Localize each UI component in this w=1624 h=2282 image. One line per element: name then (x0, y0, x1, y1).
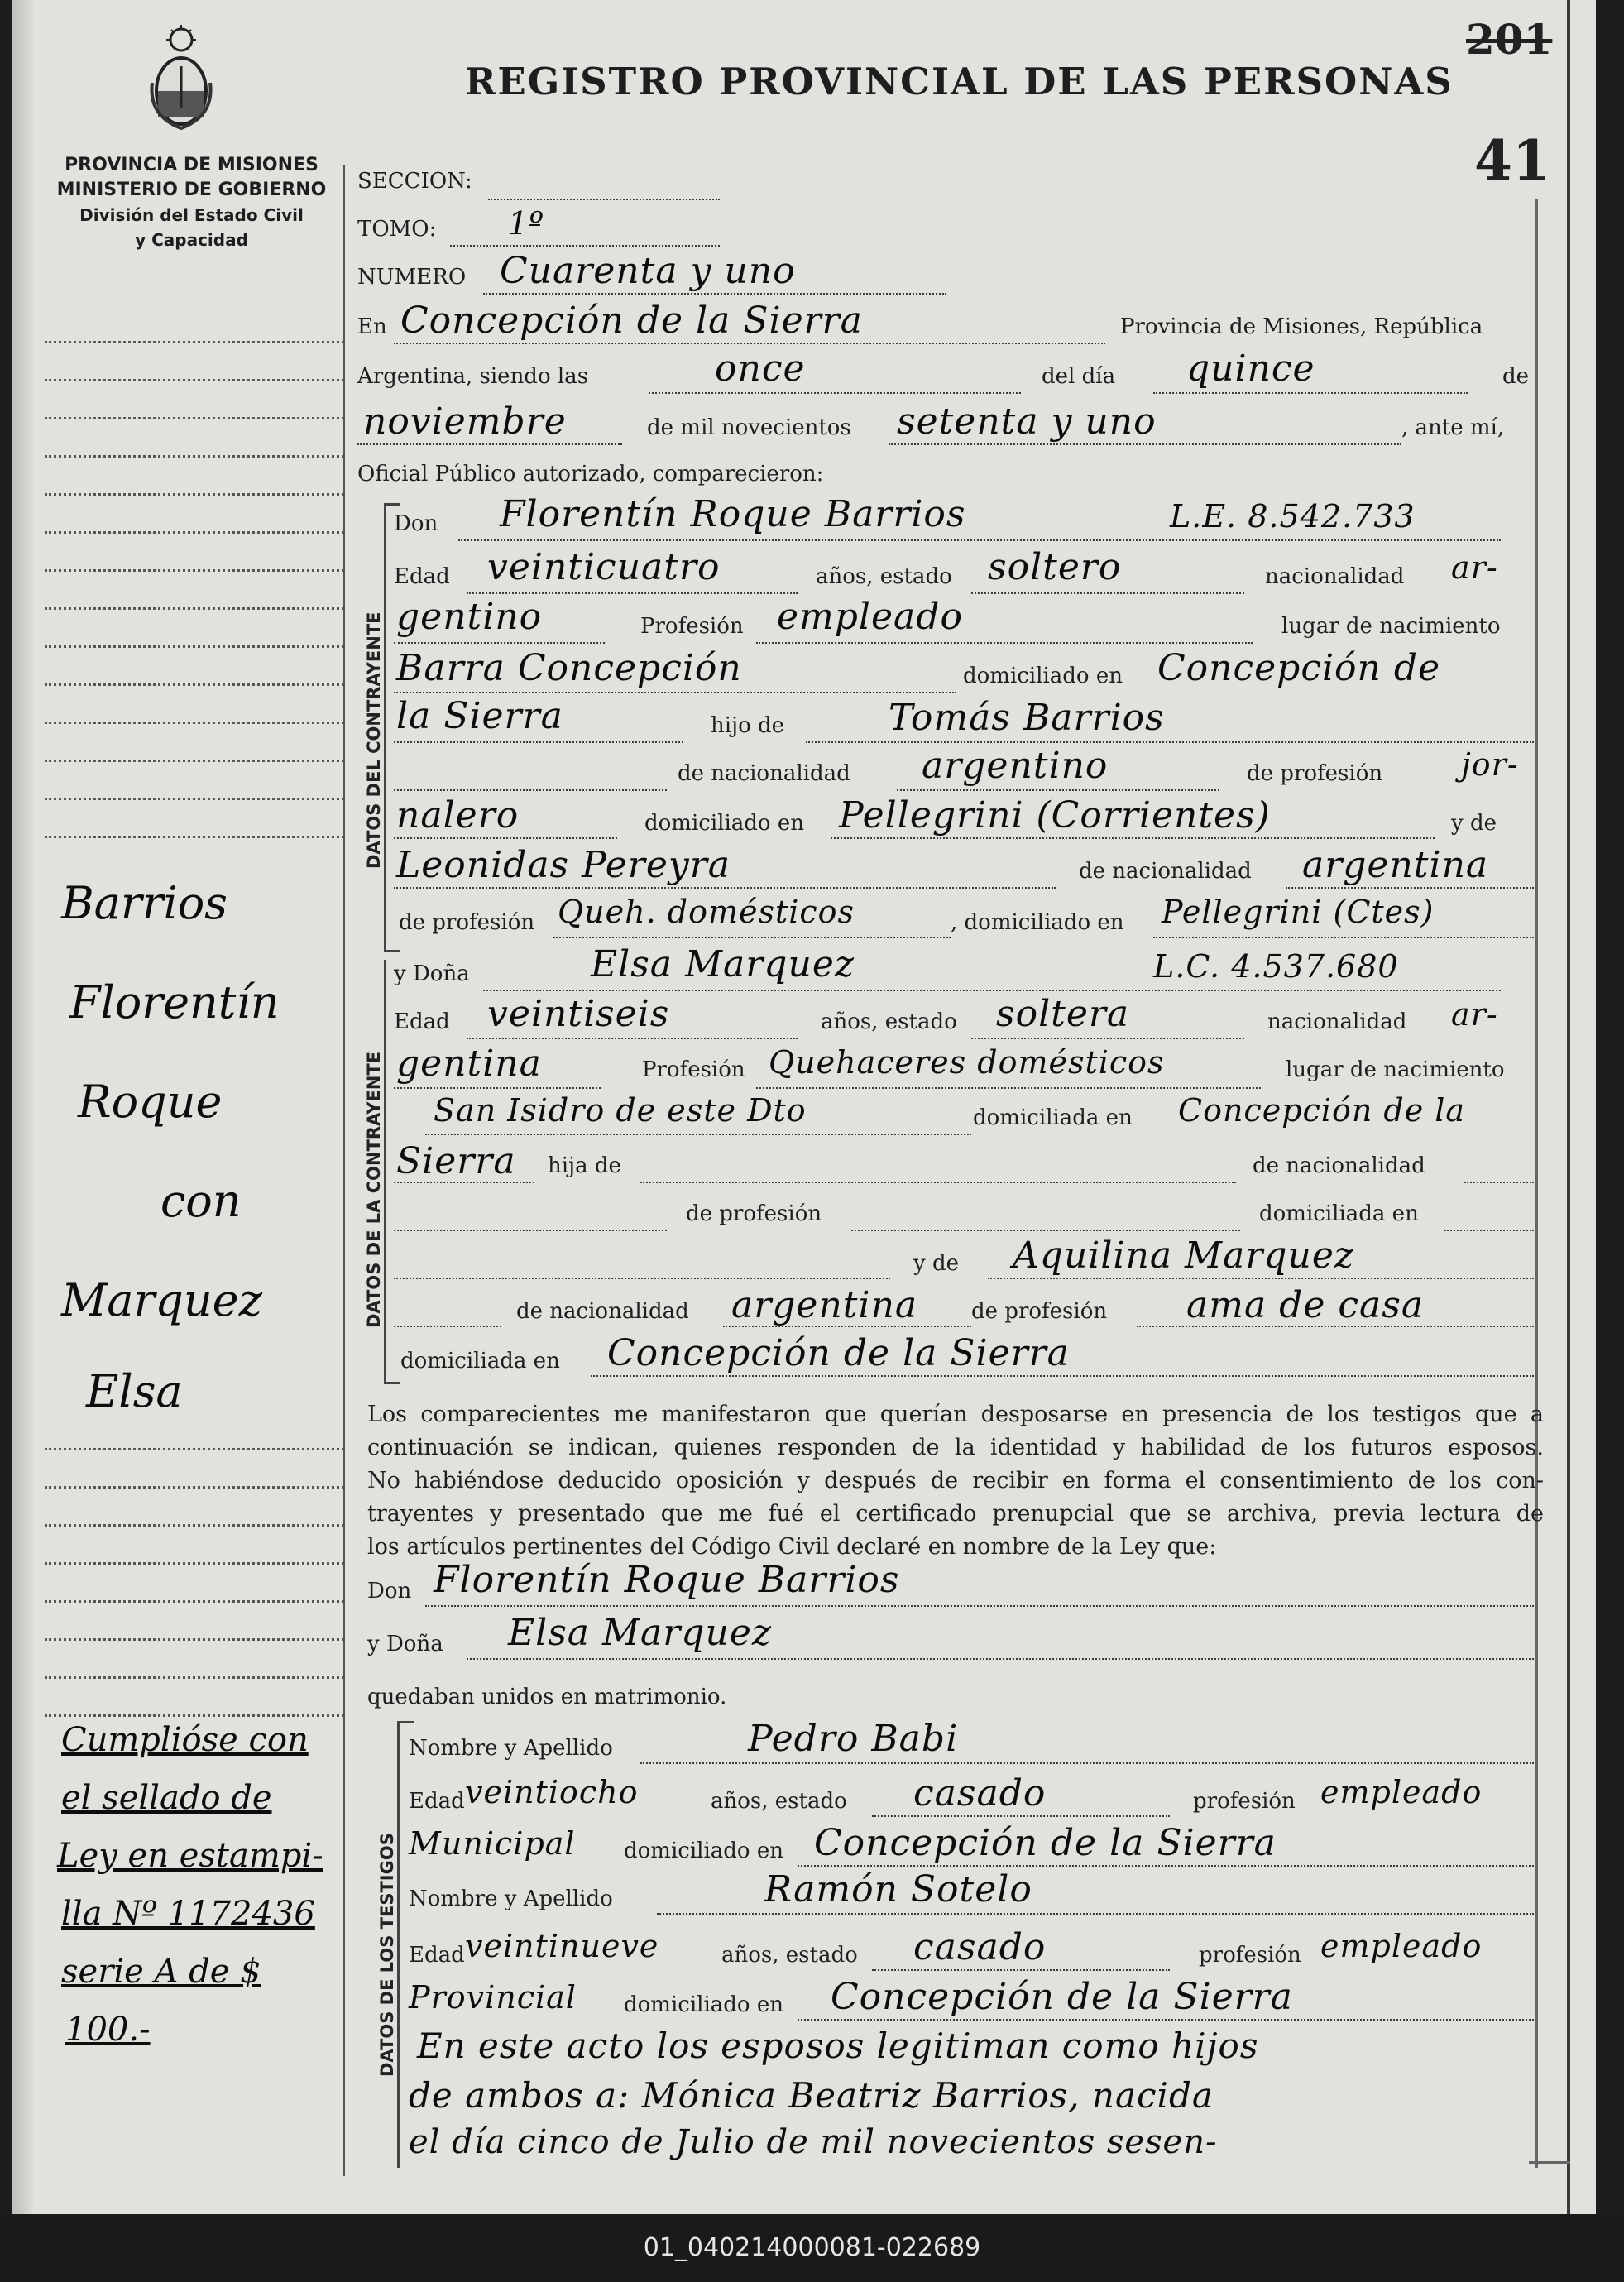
nacionalidad-value-2: gentina (396, 1043, 542, 1085)
spouse-1-line (425, 1605, 1534, 1607)
declaration-line: continuación se indican, quienes responden de la identidad y habilidad de los futuros esposos. (367, 1435, 1544, 1460)
don-label: Don (367, 1579, 412, 1604)
edad-value: veintiseis (487, 993, 670, 1035)
declaration-line: Los comparecientes me manifestaron que querían desposarse en presencia de los testigos que a (367, 1402, 1544, 1427)
testigo-1-name: Pedro Babi (748, 1718, 959, 1760)
anio-value: setenta y uno (897, 400, 1157, 443)
testigo-1-edad: veintiocho (465, 1774, 639, 1810)
record-page (12, 0, 1596, 2214)
y-de-label: y de (1451, 811, 1497, 836)
padre-cont-line (394, 789, 667, 791)
stamp-note-line: lla Nº 1172436 (61, 1895, 315, 1933)
testigos-side-label: DATOS DE LOS TESTIGOS (377, 1833, 397, 2077)
margin-rule (45, 569, 344, 572)
margin-rule (45, 1676, 344, 1679)
padre-cont-line (394, 1230, 667, 1231)
ministry-line: y Capacidad (135, 230, 248, 250)
name-line (458, 539, 1501, 541)
margin-rule (45, 760, 344, 762)
anios-estado-label: años, estado (816, 564, 952, 589)
nombre-label: Nombre y Apellido (409, 1886, 613, 1911)
contrayenta-side-label: DATOS DE LA CONTRAYENTE (364, 1051, 384, 1328)
margin-rule (45, 1638, 344, 1641)
margin-rule (45, 1486, 344, 1489)
edad-label: Edad (394, 1009, 450, 1034)
padre-prof-line (851, 1230, 1240, 1231)
estado-line (971, 592, 1244, 594)
provincia-text: Provincia de Misiones, República (1120, 314, 1483, 339)
margin-rule (45, 607, 344, 610)
domiciliada-label: domiciliada en (973, 1105, 1133, 1130)
margin-rule (45, 1600, 344, 1603)
estado-line (872, 1969, 1170, 1971)
madre-cont-line (394, 1326, 501, 1327)
contrayente-name: Florentín Roque Barrios (500, 493, 966, 535)
profesion-label: profesión (1199, 1943, 1301, 1968)
padre-dom-line (831, 837, 1435, 839)
lugar-line (394, 692, 956, 693)
domiciliado-label: domiciliado en (624, 1992, 783, 2017)
del-dia-label: del día (1042, 364, 1116, 389)
declaration-line: trayentes y presentado que me fué el certificado prenupcial que se archiva, previa lectura de (367, 1501, 1544, 1527)
binding-edge (12, 0, 33, 2214)
legitimation-line: el día cinco de Julio de mil novecientos sesen- (409, 2123, 1218, 2161)
anio-line (889, 443, 1401, 445)
madre-prof-label: de profesión (971, 1299, 1108, 1324)
padre-line (640, 1182, 1236, 1183)
testigo-2-estado: casado (913, 1926, 1047, 1968)
lugar-nacimiento-value: San Isidro de este Dto (434, 1092, 807, 1129)
margin-rule (45, 1448, 344, 1450)
ministry-line: MINISTERIO DE GOBIERNO (56, 180, 327, 200)
de-profesion-label: de profesión (686, 1201, 822, 1226)
bottom-border (1529, 2161, 1570, 2164)
bracket-tick (397, 1721, 414, 1723)
name-line (483, 990, 1501, 991)
de-profesion-label: de profesión (1247, 761, 1383, 786)
padre-line (806, 741, 1534, 743)
de-label: de (1502, 364, 1530, 389)
profesion-value: Quehaceres domésticos (769, 1044, 1165, 1081)
padre-dom-cont-line (394, 1278, 890, 1279)
madre-nacionalidad: argentina (1302, 844, 1489, 886)
dona-label: y Doña (394, 961, 470, 986)
estado-value: soltero (988, 546, 1122, 588)
spouse-2-line (467, 1658, 1534, 1660)
margin-note-line: Elsa (86, 1365, 183, 1417)
edad-label: Edad (409, 1943, 465, 1968)
madre-line (394, 887, 1056, 889)
domicilio-line (798, 1865, 1534, 1867)
lugar-nacimiento-label: lugar de nacimiento (1281, 614, 1501, 639)
stamp-note-line: 100.- (65, 2011, 151, 2049)
margin-note-line: Barrios (61, 877, 228, 929)
madre-name: Leonidas Pereyra (396, 844, 731, 886)
page-title: REGISTRO PROVINCIAL DE LAS PERSONAS (465, 60, 1454, 103)
stamp-note-line: el sellado de (61, 1779, 272, 1817)
profesion-line (756, 642, 1253, 644)
seccion-label: SECCION: (357, 169, 472, 194)
testigo-2-line (657, 1913, 1534, 1915)
tomo-line (450, 245, 720, 247)
right-border (1535, 199, 1538, 2168)
madre-prof-line (1137, 1326, 1534, 1327)
madre-domicilio: Concepción de la Sierra (607, 1332, 1070, 1374)
siendo-label: Argentina, siendo las (357, 364, 589, 389)
margin-note-line: con (160, 1175, 242, 1227)
madre-domicilio: Pellegrini (Ctes) (1162, 894, 1435, 930)
hijo-de-label: hijo de (711, 713, 785, 738)
profesion-value: empleado (777, 596, 963, 638)
margin-rule (45, 836, 344, 838)
contrayente-side-label: DATOS DEL CONTRAYENTE (364, 611, 384, 869)
nac-line (394, 1087, 601, 1089)
tomo-label: TOMO: (357, 217, 437, 242)
madre-nac-label: de nacionalidad (1079, 859, 1252, 884)
margin-note-line: Roque (78, 1076, 223, 1128)
lugar-nacimiento-label: lugar de nacimiento (1286, 1057, 1505, 1082)
edad-value: veinticuatro (487, 546, 721, 588)
madre-nacionalidad: argentina (731, 1284, 918, 1326)
lugar-value: Concepción de la Sierra (400, 300, 863, 342)
hora-value: once (715, 348, 806, 390)
contrayente-doc: L.E. 8.542.733 (1170, 498, 1416, 535)
margin-rule (45, 379, 344, 381)
hija-de-label: hija de (548, 1153, 621, 1178)
margin-divider (343, 165, 345, 2176)
stamp-note-line: Ley en estampi- (57, 1837, 323, 1875)
estado-line (971, 1038, 1244, 1039)
edad-line (467, 1038, 798, 1039)
nac-line (394, 642, 605, 644)
de-mil-label: de mil novecientos (647, 415, 851, 440)
anios-estado-label: años, estado (711, 1789, 847, 1814)
don-label: Don (394, 511, 438, 536)
testigo-2-profesion: empleado (1320, 1928, 1483, 1964)
madre-nac-line (1286, 887, 1534, 889)
testigo-1-estado: casado (913, 1772, 1047, 1815)
margin-rule (45, 493, 344, 496)
domiciliado-label: domiciliado en (624, 1839, 783, 1863)
struck-page-number: 201 (1466, 15, 1553, 64)
padre-profesion-1: jor- (1461, 746, 1519, 783)
spouse-1-name: Florentín Roque Barrios (434, 1559, 900, 1601)
margin-rule (45, 417, 344, 419)
numero-line (483, 293, 946, 295)
margin-rule (45, 683, 344, 686)
y-de-label: y de (913, 1251, 959, 1276)
lugar-line (425, 1134, 971, 1135)
page-number: 41 (1474, 128, 1550, 193)
margin-rule (45, 722, 344, 724)
seccion-line (488, 199, 720, 200)
nombre-label: Nombre y Apellido (409, 1736, 613, 1761)
en-label: En (357, 314, 387, 339)
margin-rule (45, 1524, 344, 1527)
madre-dom-line (591, 1375, 1534, 1377)
stamp-note-line: Cumplióse con (61, 1721, 309, 1759)
testigo-2-name: Ramón Sotelo (764, 1868, 1032, 1910)
oficial-text: Oficial Público autorizado, comparecieron: (357, 462, 824, 487)
margin-rule (45, 1714, 344, 1717)
padre-prof-line (394, 837, 617, 839)
contrayenta-bracket (384, 960, 386, 1382)
coat-of-arms-icon (148, 25, 214, 132)
declaration-line: No habiéndose deducido oposición y después de recibir en forma el consentimiento de los con- (367, 1468, 1544, 1493)
domicilio-line (394, 741, 683, 743)
padre-domicilio: Pellegrini (Corrientes) (839, 794, 1271, 837)
estado-line (872, 1815, 1170, 1817)
bracket-tick (384, 950, 400, 952)
ante-mi-label: , ante mí, (1401, 415, 1505, 440)
dia-line (1153, 392, 1468, 394)
padre-nac-line (1464, 1182, 1534, 1183)
madre-nac-label: de nacionalidad (516, 1299, 689, 1324)
quedaban-text: quedaban unidos en matrimonio. (367, 1685, 727, 1709)
anios-estado-label: años, estado (721, 1943, 858, 1968)
dia-value: quince (1186, 348, 1315, 390)
mes-value: noviembre (363, 400, 567, 443)
domicilio-value-2: la Sierra (396, 695, 563, 737)
madre-prof-label: de profesión (399, 910, 535, 935)
domicilio-value-2: Sierra (396, 1140, 516, 1182)
dona-label: y Doña (367, 1632, 443, 1656)
contrayente-bracket (384, 503, 386, 950)
anios-estado-label: años, estado (821, 1009, 957, 1034)
nacionalidad-value-2: gentino (396, 596, 543, 638)
nacionalidad-value-1: ar- (1451, 996, 1498, 1033)
margin-rule (45, 1562, 344, 1565)
padre-domiciliado-label: domiciliado en (644, 811, 804, 836)
madre-dom-line (1153, 937, 1534, 938)
madre-prof-line (553, 937, 951, 938)
padre-nac-line (897, 789, 1219, 791)
lugar-nacimiento-value: Barra Concepción (396, 647, 742, 689)
edad-line (467, 592, 798, 594)
numero-label: NUMERO (357, 265, 467, 290)
testigo-1-profesion-2: Municipal (409, 1825, 576, 1862)
testigos-bracket (397, 1721, 400, 2168)
domicilio-value-1: Concepción de (1157, 647, 1441, 689)
padre-dom-line (1444, 1230, 1534, 1231)
legitimation-line: de ambos a: Mónica Beatriz Barrios, nacida (409, 2075, 1214, 2116)
madre-line (988, 1278, 1534, 1279)
contrayenta-name: Elsa Marquez (591, 943, 855, 985)
ministry-header (53, 153, 330, 252)
testigo-2-edad: veintinueve (465, 1928, 659, 1964)
testigo-2-profesion-2: Provincial (409, 1979, 577, 2016)
spouse-2-name: Elsa Marquez (508, 1612, 773, 1654)
madre-domiciliado-label: , domiciliado en (951, 910, 1124, 935)
ministry-line: PROVINCIA DE MISIONES (65, 155, 319, 175)
nacionalidad-label: nacionalidad (1267, 1009, 1407, 1034)
profesion-label: Profesión (640, 614, 744, 639)
margin-rule (45, 645, 344, 648)
bracket-tick (384, 1382, 400, 1384)
testigo-1-profesion: empleado (1320, 1774, 1483, 1810)
madre-profesion: Queh. domésticos (558, 894, 855, 930)
de-nacionalidad-label: de nacionalidad (1253, 1153, 1425, 1178)
testigo-1-domicilio: Concepción de la Sierra (814, 1822, 1277, 1864)
domiciliado-label: domiciliado en (963, 664, 1123, 688)
margin-rule (45, 531, 344, 534)
mes-line (357, 443, 622, 445)
margin-rule (45, 455, 344, 458)
stamp-note-line: serie A de $ (61, 1953, 261, 1991)
declaration-paragraph (367, 1398, 1544, 1564)
margin-rule (45, 798, 344, 800)
ministry-line: División del Estado Civil (79, 205, 304, 225)
madre-dom-label: domiciliada en (400, 1349, 560, 1374)
padre-dom-label: domiciliada en (1259, 1201, 1419, 1226)
domicilio-line (394, 1182, 534, 1183)
contrayenta-doc: L.C. 4.537.680 (1153, 948, 1399, 985)
de-nacionalidad-label: de nacionalidad (678, 761, 850, 786)
legitimation-line: En este acto los esposos legitiman como hijos (417, 2026, 1259, 2066)
edad-label: Edad (394, 564, 450, 589)
tomo-value: 1º (508, 205, 545, 242)
madre-profesion: ama de casa (1186, 1284, 1425, 1326)
padre-profesion-2: nalero (396, 794, 520, 837)
edad-label: Edad (409, 1789, 465, 1814)
domicilio-value-1: Concepción de la (1178, 1092, 1466, 1129)
estado-value: soltera (996, 993, 1130, 1035)
bracket-tick (384, 503, 400, 506)
margin-note-line: Florentín (69, 976, 280, 1028)
numero-value: Cuarenta y uno (500, 250, 796, 292)
nacionalidad-label: nacionalidad (1265, 564, 1405, 589)
domicilio-line (798, 2019, 1534, 2021)
madre-nac-line (723, 1326, 971, 1327)
profesion-label: profesión (1193, 1789, 1296, 1814)
profesion-line (756, 1087, 1261, 1089)
declaration-line: los artículos pertinentes del Código Civil declaré en nombre de la Ley que: (367, 1534, 1217, 1560)
page-edge (1567, 0, 1570, 2214)
madre-name: Aquilina Marquez (1013, 1234, 1355, 1277)
nacionalidad-value-1: ar- (1451, 549, 1498, 586)
margin-rule (45, 341, 344, 343)
hora-line (649, 392, 1021, 394)
lugar-line (394, 343, 1105, 344)
padre-name: Tomás Barrios (889, 697, 1165, 739)
padre-nacionalidad: argentino (922, 745, 1109, 787)
testigo-2-domicilio: Concepción de la Sierra (831, 1976, 1293, 2018)
image-caption: 01_040214000081-022689 (0, 2214, 1624, 2282)
testigo-1-line (640, 1762, 1534, 1764)
profesion-label: Profesión (642, 1057, 745, 1082)
margin-note-line: Marquez (61, 1274, 263, 1326)
